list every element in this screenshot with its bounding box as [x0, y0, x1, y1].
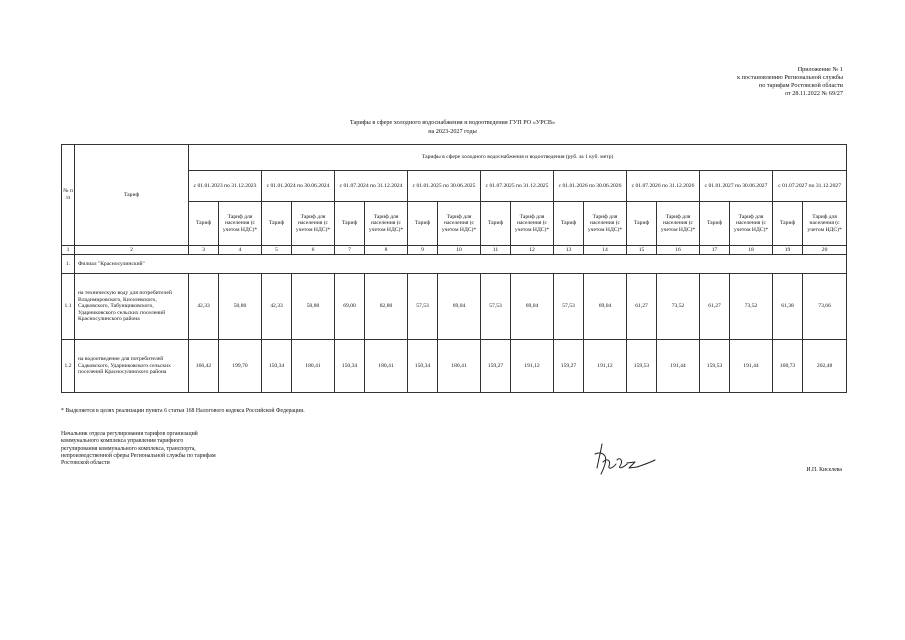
period-header: с 01.01.2027 по 30.06.2027 [700, 171, 773, 202]
value-cell: 69,00 [335, 274, 365, 340]
signer-position-line: Ростовской области [61, 460, 110, 467]
value-cell: 191,44 [730, 340, 773, 393]
column-number: 8 [365, 246, 408, 255]
subheader-tariff: Тариф [481, 202, 511, 246]
value-cell: 42,33 [189, 274, 219, 340]
column-number-row [62, 246, 847, 255]
column-number: 4 [219, 246, 262, 255]
table-row [62, 274, 847, 340]
table-row [62, 340, 847, 393]
subheader-tariff: Тариф [554, 202, 584, 246]
value-cell: 150,34 [335, 340, 365, 393]
column-number: 12 [511, 246, 554, 255]
column-number: 18 [730, 246, 773, 255]
column-number: 5 [262, 246, 292, 255]
column-number: 17 [700, 246, 730, 255]
value-cell: 50,80 [219, 274, 262, 340]
value-cell: 159,53 [700, 340, 730, 393]
tariff-table [61, 144, 847, 393]
section-label: Филиал "Красносулинский" [75, 255, 847, 274]
column-number: 10 [438, 246, 481, 255]
section-row [62, 255, 847, 274]
subheader-tariff: Тариф [700, 202, 730, 246]
value-cell: 150,34 [262, 340, 292, 393]
signer-position-line: Начальник отдела регулирования тарифов организаций [61, 431, 198, 437]
value-cell: 191,12 [511, 340, 554, 393]
value-cell: 73,52 [657, 274, 700, 340]
column-number: 15 [627, 246, 657, 255]
subheader-tariff: Тариф [408, 202, 438, 246]
value-cell: 180,41 [438, 340, 481, 393]
header-number: № п /п [62, 145, 75, 246]
period-header: с 01.07.2025 по 31.12.2025 [481, 171, 554, 202]
value-cell: 159,53 [627, 340, 657, 393]
value-cell: 57,53 [408, 274, 438, 340]
signer-name: И.П. Киселева [806, 467, 842, 473]
value-cell: 191,12 [584, 340, 627, 393]
column-number: 11 [481, 246, 511, 255]
appendix-line: от 28.11.2022 № 69/27 [785, 90, 843, 97]
table-header-row [62, 145, 847, 171]
value-cell: 61,27 [700, 274, 730, 340]
value-cell: 73,66 [803, 274, 847, 340]
value-cell: 69,04 [438, 274, 481, 340]
appendix-line: по тарифам Ростовской области [758, 82, 843, 89]
subheader-tariff: Тариф [262, 202, 292, 246]
section-number: 1. [62, 255, 75, 274]
value-cell: 199,70 [219, 340, 262, 393]
value-cell: 73,52 [730, 274, 773, 340]
period-header: с 01.01.2024 по 30.06.2024 [262, 171, 335, 202]
period-header: с 01.07.2027 по 31.12.2027 [773, 171, 847, 202]
row-label: на водоотведение для потребителей Садковского, Ударниковского сельских поселений Красносулинского района [75, 340, 189, 393]
value-cell: 69,04 [584, 274, 627, 340]
subheader-tariff: Тариф [335, 202, 365, 246]
column-number: 7 [335, 246, 365, 255]
value-cell: 150,34 [408, 340, 438, 393]
value-cell: 61,27 [627, 274, 657, 340]
subheader-population: Тариф для населения (с учетом НДС)* [584, 202, 627, 246]
period-header: с 01.07.2024 по 31.12.2024 [335, 171, 408, 202]
value-cell: 166,42 [189, 340, 219, 393]
signer-position [61, 431, 291, 467]
column-number: 20 [803, 246, 847, 255]
subheader-population: Тариф для населения (с учетом НДС)* [365, 202, 408, 246]
subheader-population: Тариф для населения (с учетом НДС)* [511, 202, 554, 246]
subheader-tariff: Тариф [189, 202, 219, 246]
row-label: на техническую воду для потребителей Владимировского, Киселевского, Садковского, Табунщиковского, Ударниковского сельских поселений Красносулинского района [75, 274, 189, 340]
subheader-population: Тариф для населения (с учетом НДС)* [438, 202, 481, 246]
document-title: Тарифы в сфере холодного водоснабжения и водоотведения ГУП РО «УРСВ» [349, 119, 556, 126]
value-cell: 69,04 [511, 274, 554, 340]
signer-position-line: регулирования коммунального комплекса, транспорта, [61, 445, 196, 452]
value-cell: 159,27 [554, 340, 584, 393]
subheader-tariff: Тариф [627, 202, 657, 246]
value-cell: 82,80 [365, 274, 408, 340]
value-cell: 180,41 [365, 340, 408, 393]
column-number: 2 [75, 246, 189, 255]
header-group: Тарифы в сфере холодного водоснабжения и водоотведения (руб. за 1 куб. метр) [189, 145, 847, 171]
subheader-population: Тариф для населения (с учетом НДС)* [803, 202, 847, 246]
column-number: 19 [773, 246, 803, 255]
subheader-population: Тариф для населения (с учетом НДС)* [292, 202, 335, 246]
subheader-population: Тариф для населения (с учетом НДС)* [219, 202, 262, 246]
value-cell: 57,53 [481, 274, 511, 340]
subheader-population: Тариф для населения (с учетом НДС)* [730, 202, 773, 246]
value-cell: 159,27 [481, 340, 511, 393]
header-tariff: Тариф [75, 145, 189, 246]
column-number: 3 [189, 246, 219, 255]
period-header: с 01.01.2026 по 30.06.2026 [554, 171, 627, 202]
column-number: 1 [62, 246, 75, 255]
appendix-header [623, 66, 843, 98]
appendix-line: к постановлению Региональной службы [737, 74, 843, 81]
column-number: 13 [554, 246, 584, 255]
value-cell: 191,44 [657, 340, 700, 393]
signer-position-line: коммунального комплекса управления тарифного [61, 438, 184, 445]
value-cell: 202,48 [803, 340, 847, 393]
value-cell: 168,73 [773, 340, 803, 393]
column-number: 14 [584, 246, 627, 255]
column-number: 9 [408, 246, 438, 255]
column-number: 6 [292, 246, 335, 255]
handwritten-signature [589, 438, 659, 480]
period-header: с 01.01.2023 по 31.12.2023 [189, 171, 262, 202]
appendix-line: Приложение № 1 [797, 66, 843, 73]
value-cell: 42,33 [262, 274, 292, 340]
value-cell: 57,53 [554, 274, 584, 340]
row-number: 1.2 [62, 340, 75, 393]
signer-position-line: непроизводственной сферы Региональной службы по тарифам [61, 452, 216, 459]
period-header: с 01.01.2025 по 30.06.2025 [408, 171, 481, 202]
document-subtitle: на 2023-2027 годы [428, 128, 477, 135]
value-cell: 61,38 [773, 274, 803, 340]
value-cell: 50,80 [292, 274, 335, 340]
column-number: 16 [657, 246, 700, 255]
subheader-population: Тариф для населения (с учетом НДС)* [657, 202, 700, 246]
value-cell: 180,41 [292, 340, 335, 393]
period-header: с 01.07.2026 по 31.12.2026 [627, 171, 700, 202]
footnote: * Выделяется в целях реализации пункта 6 статьи 168 Налогового кодекса Российской Федерации. [61, 408, 305, 414]
row-number: 1.1 [62, 274, 75, 340]
subheader-tariff: Тариф [773, 202, 803, 246]
